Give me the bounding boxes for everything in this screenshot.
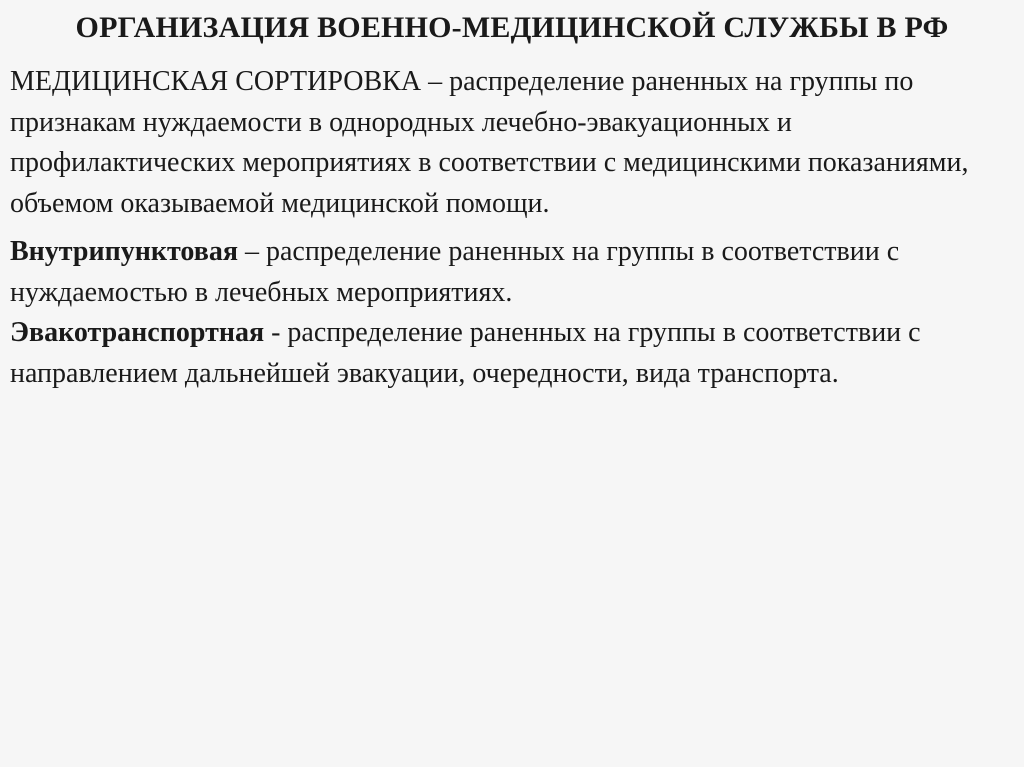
definition-intra-point bbox=[10, 232, 1015, 313]
term-evacuation-transport: Эвакотранспортная bbox=[10, 317, 265, 348]
slide-title: ОРГАНИЗАЦИЯ ВОЕННО-МЕДИЦИНСКОЙ СЛУЖБЫ В РФ bbox=[75, 11, 949, 44]
term-intra-point: Внутрипунктовая bbox=[10, 236, 238, 267]
definition-evacuation-transport bbox=[10, 313, 1015, 394]
slide-content bbox=[10, 62, 1015, 394]
definition-text-medical-triage: – распределение раненных на группы по признакам нуждаемости в однородных лечебно-эвакуационных и профилактических мероприятиях в соответствии с медицинскими показаниями, объемом оказываемой медицинской помощи. bbox=[10, 66, 969, 219]
definition-text-intra-point: – распределение раненных на группы в соответствии с нуждаемостью в лечебных мероприятиях. bbox=[10, 236, 900, 308]
definition-text-evacuation-transport: - распределение раненных на группы в соответствии с направлением дальнейшей эвакуации, очередности, вида транспорта. bbox=[10, 317, 921, 389]
term-medical-triage: МЕДИЦИНСКАЯ СОРТИРОВКА bbox=[10, 66, 422, 97]
definition-medical-triage bbox=[10, 62, 1015, 224]
